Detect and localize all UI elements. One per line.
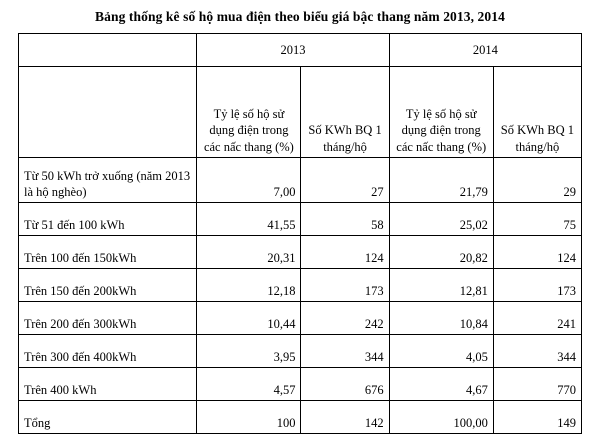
row-label: Trên 200 đến 300kWh: [19, 302, 197, 335]
cell-kwh-2014: 124: [493, 236, 581, 269]
header-corner-cell-2: [19, 67, 197, 158]
cell-pct-2013: 7,00: [197, 158, 301, 203]
cell-pct-2013: 12,18: [197, 269, 301, 302]
table-row: [19, 302, 582, 335]
cell-kwh-2014: 241: [493, 302, 581, 335]
total-label: Tổng: [19, 401, 197, 434]
total-pct-2014: 100,00: [389, 401, 493, 434]
cell-pct-2014: 4,05: [389, 335, 493, 368]
row-label: Trên 400 kWh: [19, 368, 197, 401]
header-pct-2014: Tỷ lệ số hộ sử dụng điện trong các nấc thang (%): [389, 67, 493, 158]
cell-kwh-2014: 344: [493, 335, 581, 368]
header-kwh-2014: Số KWh BQ 1 tháng/hộ: [493, 67, 581, 158]
row-label: Trên 300 đến 400kWh: [19, 335, 197, 368]
cell-kwh-2014: 29: [493, 158, 581, 203]
cell-pct-2013: 20,31: [197, 236, 301, 269]
table-total-row: [19, 401, 582, 434]
cell-kwh-2014: 770: [493, 368, 581, 401]
cell-kwh-2013: 344: [301, 335, 389, 368]
table-head: [19, 34, 582, 158]
cell-pct-2013: 4,57: [197, 368, 301, 401]
header-corner-cell: [19, 34, 197, 67]
cell-pct-2014: 21,79: [389, 158, 493, 203]
cell-kwh-2013: 27: [301, 158, 389, 203]
cell-pct-2014: 10,84: [389, 302, 493, 335]
total-kwh-2013: 142: [301, 401, 389, 434]
cell-kwh-2013: 173: [301, 269, 389, 302]
statistics-table: [18, 33, 582, 434]
row-label: Trên 150 đến 200kWh: [19, 269, 197, 302]
row-label: Trên 100 đến 150kWh: [19, 236, 197, 269]
header-row-subheaders: [19, 67, 582, 158]
header-kwh-2013: Số KWh BQ 1 tháng/hộ: [301, 67, 389, 158]
cell-kwh-2013: 58: [301, 203, 389, 236]
cell-pct-2014: 25,02: [389, 203, 493, 236]
table-caption: [0, 434, 600, 440]
row-label: Từ 50 kWh trở xuống (năm 2013 là hộ nghèo): [19, 158, 197, 203]
header-year-2014: 2014: [389, 34, 581, 67]
page-title: Bảng thống kê số hộ mua điện theo biểu giá bậc thang năm 2013, 2014: [95, 9, 505, 24]
header-year-2013: 2013: [197, 34, 389, 67]
table-row: [19, 368, 582, 401]
cell-kwh-2013: 242: [301, 302, 389, 335]
total-pct-2013: 100: [197, 401, 301, 434]
table-row: [19, 236, 582, 269]
table-row: [19, 269, 582, 302]
cell-kwh-2013: 676: [301, 368, 389, 401]
cell-kwh-2014: 173: [493, 269, 581, 302]
cell-pct-2014: 20,82: [389, 236, 493, 269]
table-body: [19, 158, 582, 434]
table-row: [19, 203, 582, 236]
total-kwh-2014: 149: [493, 401, 581, 434]
table-row: [19, 158, 582, 203]
header-pct-2013: Tỷ lệ số hộ sử dụng điện trong các nấc thang (%): [197, 67, 301, 158]
header-row-years: [19, 34, 582, 67]
table-row: [19, 335, 582, 368]
cell-pct-2013: 3,95: [197, 335, 301, 368]
cell-pct-2013: 10,44: [197, 302, 301, 335]
cell-pct-2014: 4,67: [389, 368, 493, 401]
cell-kwh-2014: 75: [493, 203, 581, 236]
row-label: Từ 51 đến 100 kWh: [19, 203, 197, 236]
cell-pct-2014: 12,81: [389, 269, 493, 302]
cell-pct-2013: 41,55: [197, 203, 301, 236]
cell-kwh-2013: 124: [301, 236, 389, 269]
